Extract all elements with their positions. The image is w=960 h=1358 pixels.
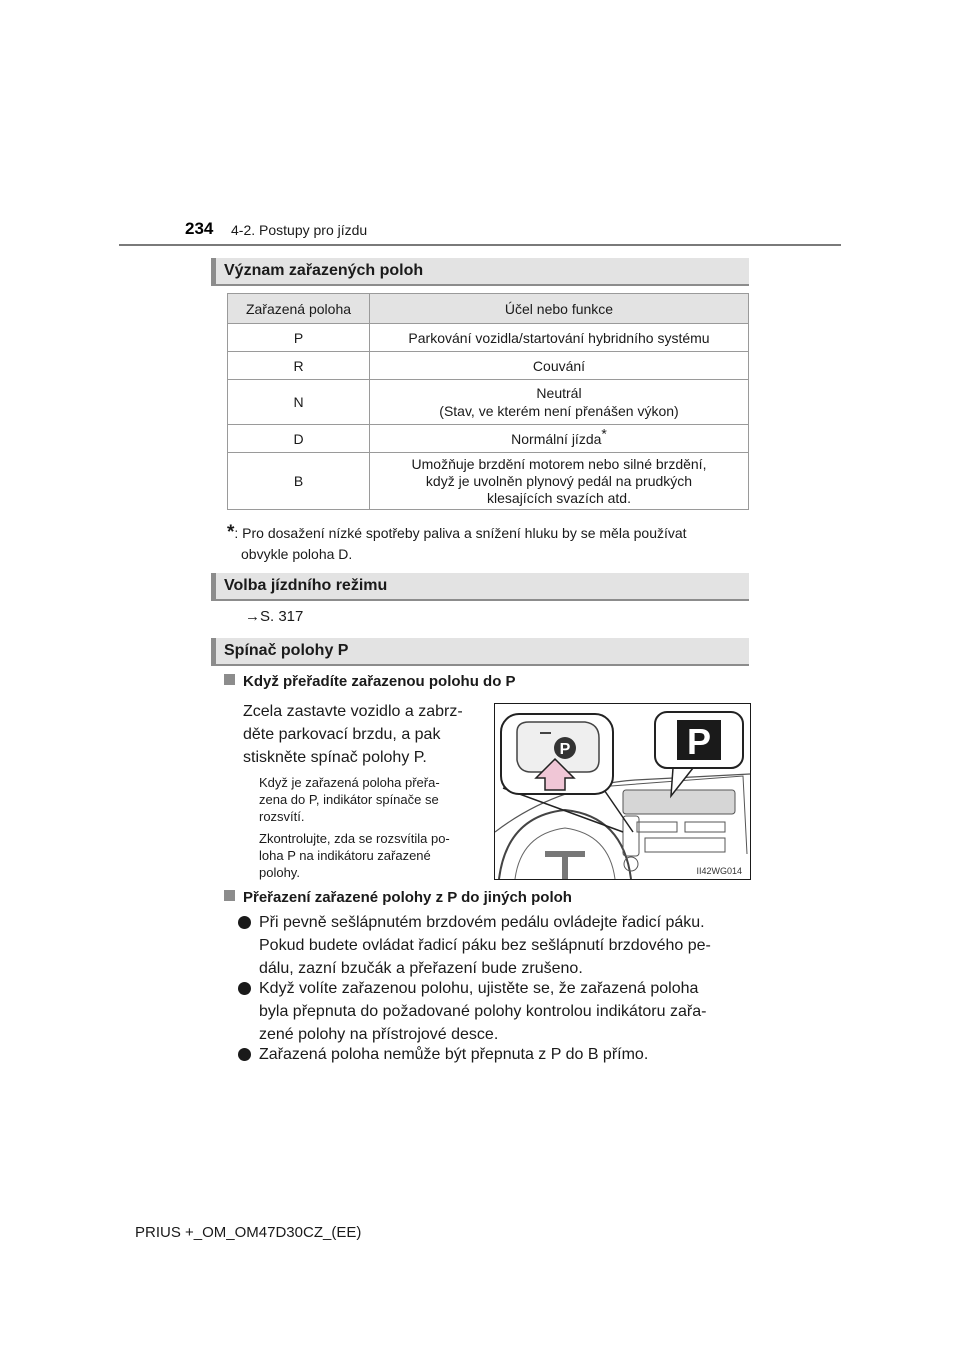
function-line: když je uvolněn plynový pedál na prudkých: [425, 472, 693, 489]
list-item: [238, 1043, 749, 1066]
text-line: Když je zařazená poloha přeřa-: [259, 775, 440, 790]
section-heading-text: Význam zařazených poloh: [224, 262, 424, 279]
text-line: Pokud budete ovládat řadicí páku bez sešlápnutí brzdového pe-: [259, 937, 711, 954]
instruction-text: [243, 700, 486, 769]
bullet-icon: [238, 916, 251, 929]
function-line: klesajících svazích atd.: [487, 489, 631, 506]
bullet-icon: [238, 982, 251, 995]
subheading-text: Přeřazení zařazené polohy z P do jiných poloh: [243, 889, 572, 906]
table-row: [228, 425, 749, 453]
footnote-mark: *: [601, 424, 607, 441]
function-line: (Stav, ve kterém není přenášen výkon): [439, 403, 679, 419]
list-item-text: [259, 977, 749, 1046]
list-item-text: [259, 911, 749, 980]
section-heading-p-switch: [211, 638, 749, 666]
position-cell: R: [228, 352, 370, 380]
table-row: [228, 324, 749, 352]
text-line: Při pevně sešlápnutém brzdovém pedálu ovládejte řadicí páku.: [259, 914, 705, 931]
section-heading-gear-meaning: [211, 258, 749, 286]
text-line: Když volíte zařazenou polohu, ujistěte se, že zařazená poloha: [259, 980, 699, 997]
footnote-text: : Pro dosažení nízké spotřeby paliva a snížení hluku by se měla používat: [234, 525, 687, 541]
column-header-function: Účel nebo funkce: [370, 294, 749, 324]
square-bullet-icon: [224, 890, 235, 901]
section-heading-text: Volba jízdního režimu: [224, 577, 388, 594]
text-line: byla přepnuta do požadované polohy kontrolou indikátoru zařa-: [259, 1003, 707, 1020]
function-cell: Parkování vozidla/startování hybridního systému: [370, 324, 749, 352]
p-switch-figure: [494, 703, 751, 880]
subheading-text: Když přeřadíte zařazenou polohu do P: [243, 673, 516, 690]
list-item: [238, 911, 749, 980]
note-check-indicator: [259, 830, 486, 881]
bullet-icon: [238, 1048, 251, 1061]
text-line: zena do P, indikátor spínače se: [259, 792, 439, 807]
position-cell: B: [228, 453, 370, 510]
function-cell: [370, 425, 749, 453]
list-item-text: [259, 1043, 749, 1066]
footnote-line: [227, 522, 749, 544]
figure-code: II42WG014: [696, 866, 742, 876]
subheading-shift-to-p: [224, 673, 516, 690]
table-row: [228, 352, 749, 380]
table-header-row: [228, 294, 749, 324]
text-line: polohy.: [259, 865, 300, 880]
text-line: loha P na indikátoru zařazené: [259, 848, 431, 863]
square-bullet-icon: [224, 674, 235, 685]
function-line: Umožňuje brzdění motorem nebo silné brzdění,: [411, 455, 707, 472]
footnote: [227, 522, 749, 565]
text-line: Zcela zastavte vozidlo a zabrz-: [243, 703, 463, 720]
function-cell: [370, 453, 749, 510]
section-heading-text: Spínač polohy P: [224, 642, 349, 659]
footnote-mark: *: [227, 522, 235, 543]
page-reference-link[interactable]: →S. 317: [245, 608, 304, 625]
document-code: PRIUS +_OM_OM47D30CZ_(EE): [135, 1224, 362, 1241]
text-line: zené polohy na přístrojové desce.: [259, 1026, 499, 1043]
function-cell: Couvání: [370, 352, 749, 380]
position-cell: D: [228, 425, 370, 453]
dashboard-illustration: [495, 704, 750, 879]
position-cell: N: [228, 380, 370, 425]
list-item: [238, 977, 749, 1046]
section-heading-drive-mode: [211, 573, 749, 601]
text-line: Zařazená poloha nemůže být přepnuta z P do B přímo.: [259, 1046, 649, 1063]
subheading-shift-from-p: [224, 889, 572, 906]
text-line: dálu, zazní bzučák a přeřazení bude zrušeno.: [259, 960, 583, 977]
note-indicator: [259, 774, 486, 825]
table-row: [228, 453, 749, 510]
text-line: rozsvítí.: [259, 809, 305, 824]
gear-positions-table: [227, 293, 749, 510]
p-indicator-letter: P: [686, 721, 712, 762]
column-header-position: Zařazená poloha: [228, 294, 370, 324]
text-line: Zkontrolujte, zda se rozsvítila po-: [259, 831, 450, 846]
function-line: Neutrál: [536, 385, 582, 401]
p-switch-letter: P: [559, 741, 571, 758]
page-number: 234: [185, 219, 214, 238]
header-rule: [119, 244, 841, 246]
table-row: [228, 380, 749, 425]
text-line: stiskněte spínač polohy P.: [243, 749, 427, 766]
function-line: Normální jízda: [511, 430, 602, 447]
position-cell: P: [228, 324, 370, 352]
text-line: děte parkovací brzdu, a pak: [243, 726, 441, 743]
function-cell: [370, 380, 749, 425]
chapter-title: 4-2. Postupy pro jízdu: [231, 222, 368, 238]
footnote-line: obvykle poloha D.: [241, 546, 353, 562]
